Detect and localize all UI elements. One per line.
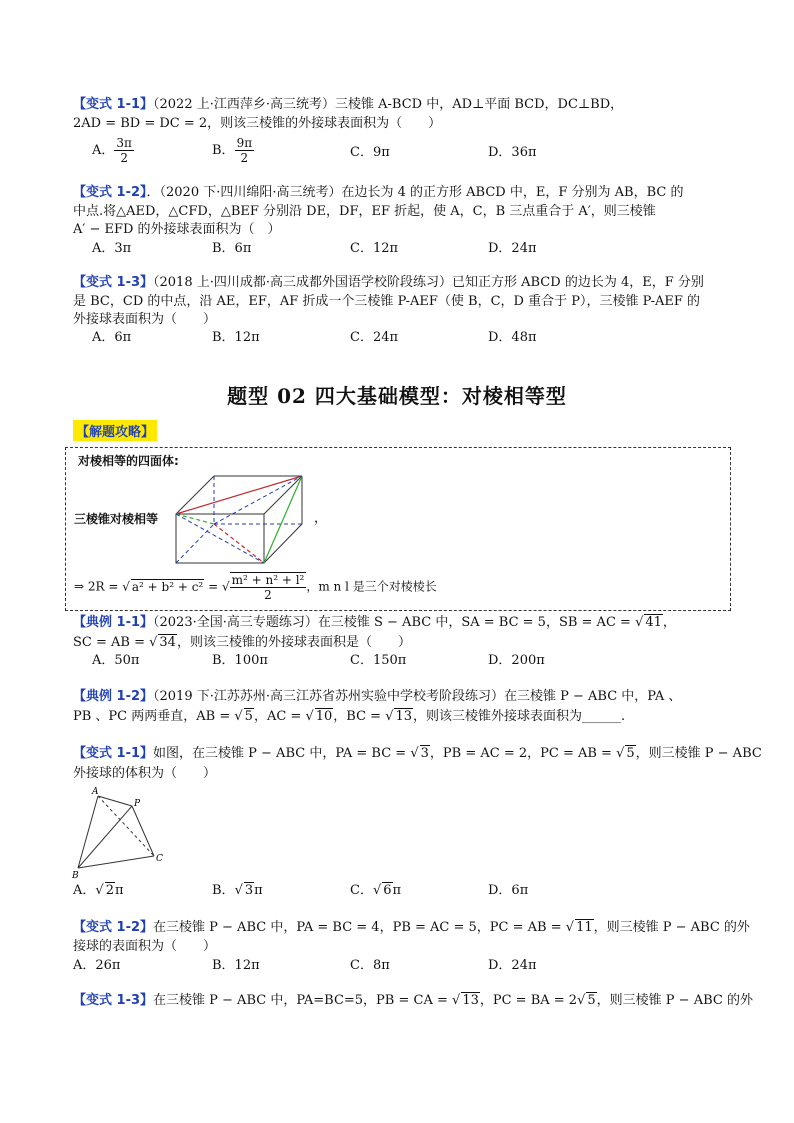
q2-option-c: C．12π [350, 241, 399, 256]
green-edge [264, 476, 302, 563]
formula-sqrt: a² + b² + c² [131, 579, 204, 594]
q1-line1 [73, 96, 623, 114]
ex1-option-a: A．50π [92, 653, 140, 668]
q4-option-b: B．√ 3π [212, 883, 263, 898]
box-label: 三棱锥对棱相等 [74, 512, 159, 526]
q1-option-d: D．36π [488, 145, 537, 160]
sqrt-value: 10 [315, 709, 333, 724]
denominator: 2 [264, 588, 272, 602]
sqrt-value: 5 [587, 993, 596, 1008]
q4-text1c: ，则三棱锥 P − ABC [635, 746, 762, 761]
q3-tag: 【变式 1-3】 [73, 275, 154, 290]
q6-tag: 【变式 1-3】 [73, 993, 154, 1008]
point-p-label: P [134, 799, 141, 809]
q1-line2: 2AD = BD = DC = 2，则该三棱锥的外接球表面积为（ ） [73, 116, 442, 131]
ex1-text2b: ，则该三棱锥的外接球表面积是（ ） [176, 635, 411, 650]
q2-option-b: B．6π [212, 241, 252, 256]
ex2-line1 [73, 688, 681, 706]
q6-text1a: 在三棱锥 P − ABC 中，PA=BC=5，PB = CA = [153, 993, 453, 1008]
numerator: m² + n² + l² [231, 573, 305, 587]
ex2-tag: 【典例 1-2】 [73, 689, 154, 704]
q5-option-a: A．26π [73, 958, 121, 973]
q2-tag: 【变式 1-2】 [73, 185, 147, 200]
formula-fraction [230, 572, 307, 602]
q4-option-d: D．6π [488, 883, 529, 898]
q1-option-a [92, 136, 134, 165]
numerator: 3π [116, 136, 132, 150]
q3-line3: 外接球表面积为（ ） [73, 312, 217, 327]
q5-option-b: B．12π [212, 958, 260, 973]
ex1-line1: 【典例 1-1】（2023·全国·高三专题练习）在三棱锥 S − ABC 中，SA = BC = 5，SB = AC = √ 41， [73, 615, 676, 630]
q6-line1: 【变式 1-3】在三棱锥 P − ABC 中，PA=BC=5，PB = CA = √ 13，PC = BA = 2√ 5，则三棱锥 P − ABC 的外 [73, 993, 753, 1008]
box-comma: ， [314, 511, 328, 526]
q5-text1b: ，则三棱锥 P − ABC 的外 [593, 920, 750, 935]
point-a-label: A [92, 787, 99, 797]
ex2-text2d: ，则该三棱锥外接球表面积为______. [413, 709, 626, 724]
sqrt-value: 13 [395, 709, 413, 724]
q1-option-c: C．9π [350, 145, 390, 160]
q4-option-c: C．√ 6π [350, 883, 402, 898]
q4-tag: 【变式 1-1】 [73, 746, 154, 761]
q4-line1: 【变式 1-1】如图，在三棱锥 P − ABC 中，PA = BC = √ 3，PB = AC = 2，PC = AB = √ 5，则三棱锥 P − ABC [73, 746, 762, 761]
q2-option-a: A．3π [92, 241, 132, 256]
tetrahedron-diagram [70, 786, 170, 880]
ex1-text2a: SC = AB = [73, 635, 150, 650]
q3-line2: 是 BC，CD 的中点，沿 AE，EF，AF 折成一个三棱锥 P-AEF（使 B，C，D 重合于 P），三棱锥 P-AEF 的 [73, 294, 701, 309]
ex1-option-d: D．200π [488, 653, 545, 668]
formula-suffix: ，m n l 是三个对棱棱长 [306, 579, 437, 594]
sqrt-value: 5 [626, 746, 635, 761]
option-label: A． [73, 883, 96, 898]
ex1-line2: SC = AB = √ 34，则该三棱锥的外接球表面积是（ ） [73, 635, 411, 650]
punct: ， [662, 615, 676, 630]
denominator: 2 [240, 151, 249, 165]
ex2-text2b: ，AC = [253, 709, 306, 724]
q2-line2: 中点.将△AED，△CFD，△BEF 分别沿 DE，DF，EF 折起，使 A，C，B 三点重合于 A′，则三棱锥 [73, 204, 656, 219]
edge [176, 524, 214, 563]
q5-tag: 【变式 1-2】 [73, 920, 154, 935]
point-c-label: C [156, 854, 163, 864]
sqrt-value: 3 [420, 746, 429, 761]
green-edge [176, 514, 214, 524]
strategy-label: 【解题攻略】 [73, 420, 157, 441]
ex2-text2c: ，BC = [333, 709, 386, 724]
red-edge [214, 524, 264, 563]
fraction [235, 136, 255, 165]
q3-text1: （2018 上·四川成都·高三成都外国语学校阶段练习）已知正方形 ABCD 的边长为 4，E，F 分别 [153, 275, 704, 290]
cuboid-diagram [174, 468, 308, 564]
box-heading: 对棱相等的四面体: [78, 454, 179, 468]
pi: π [254, 883, 263, 898]
q6-text1c: ，则三棱锥 P − ABC 的外 [596, 993, 753, 1008]
ex1-option-b: B．100π [212, 653, 268, 668]
q2-text1: ．（2020 下·四川绵阳·高三统考）在边长为 4 的正方形 ABCD 中，E，F 分别为 AB，BC 的 [146, 185, 684, 200]
q4-text1a: 如图，在三棱锥 P − ABC 中，PA = BC = [153, 746, 411, 761]
option-label: C． [350, 883, 373, 898]
q3-option-c: C．24π [350, 330, 399, 345]
sqrt-value: 11 [576, 920, 593, 935]
denominator: 2 [120, 151, 128, 165]
ex1-text1: （2023·全国·高三专题练习）在三棱锥 S − ABC 中，SA = BC = 5，SB = AC = [153, 615, 636, 630]
q2-option-d: D．24π [488, 241, 537, 256]
pi: π [392, 883, 402, 898]
numerator: 9π [236, 136, 253, 150]
box-formula: ⇒ 2R = √ a² + b² + c² = √ $\frac{\text{m² + n² + l²}}{2}$ ，m n l 是三个对棱棱长 [74, 573, 437, 602]
edge-pc [132, 806, 154, 856]
q1-option-b [212, 136, 254, 165]
option-label: A． [92, 143, 115, 158]
q5-line1: 【变式 1-2】在三棱锥 P − ABC 中，PA = BC = 4，PB = AC = 5，PC = AB = √ 11，则三棱锥 P − ABC 的外 [73, 920, 750, 935]
q4-text1b: ，PB = AC = 2，PC = AB = [429, 746, 617, 761]
ex1-tag: 【典例 1-1】 [73, 615, 154, 630]
blue-edge [214, 476, 302, 524]
q5-line2: 接球的表面积为（ ） [73, 939, 217, 954]
ex2-text1: （2019 下·江苏苏州·高三江苏省苏州实验中学校考阶段练习）在三棱锥 P − ABC 中，PA 、 [153, 689, 682, 704]
q3-option-d: D．48π [488, 330, 537, 345]
sqrt-value: 13 [462, 993, 479, 1008]
q3-option-b: B．12π [212, 330, 260, 345]
sqrt-value: 41 [645, 615, 662, 630]
ex1-option-c: C．150π [350, 653, 407, 668]
sqrt-value: 3 [244, 883, 254, 898]
sqrt-value: 6 [383, 883, 392, 898]
blue-edge [176, 514, 264, 563]
section-title: 题型 02 四大基础模型：对棱相等型 [227, 384, 567, 408]
point-b-label: B [72, 871, 79, 880]
edge-ac [98, 796, 154, 856]
edge [264, 524, 302, 563]
q4-option-a: A．√ 2π [73, 883, 124, 898]
q4-line2: 外接球的体积为（ ） [73, 766, 217, 781]
q3-option-a: A．6π [92, 330, 132, 345]
q2-line3: A′ − EFD 的外接球表面积为（ ） [73, 222, 281, 237]
q5-option-d: D．24π [488, 958, 537, 973]
option-label: B． [212, 143, 235, 158]
edge-bc [78, 856, 154, 868]
q6-text1b: ，PC = BA = 2 [479, 993, 578, 1008]
q5-text1a: 在三棱锥 P − ABC 中，PA = BC = 4，PB = AC = 5，PC = AB = [153, 920, 566, 935]
sqrt-value: 5 [244, 709, 253, 724]
q1-tag: 【变式 1-1】 [73, 97, 154, 112]
q2-line1 [73, 184, 683, 202]
pi: π [114, 883, 124, 898]
ex2-line2: PB 、PC 两两垂直，AB = √ 5，AC = √ 10，BC = √ 13，则该三棱锥外接球表面积为______. [73, 709, 626, 724]
sqrt-value: 2 [105, 883, 114, 898]
ex2-text2a: PB 、PC 两两垂直，AB = [73, 709, 235, 724]
formula-prefix: ⇒ 2R = [74, 579, 123, 594]
sqrt-value: 34 [159, 635, 176, 650]
fraction [114, 136, 134, 165]
formula-eq: = [204, 579, 222, 594]
option-label: B． [212, 883, 235, 898]
q3-line1 [73, 274, 704, 292]
q1-text1: （2022 上·江西萍乡·高三统考）三棱锥 A-BCD 中，AD⊥平面 BCD，DC⊥BD， [153, 97, 624, 112]
strategy-box [65, 447, 731, 611]
q5-option-c: C．8π [350, 958, 390, 973]
